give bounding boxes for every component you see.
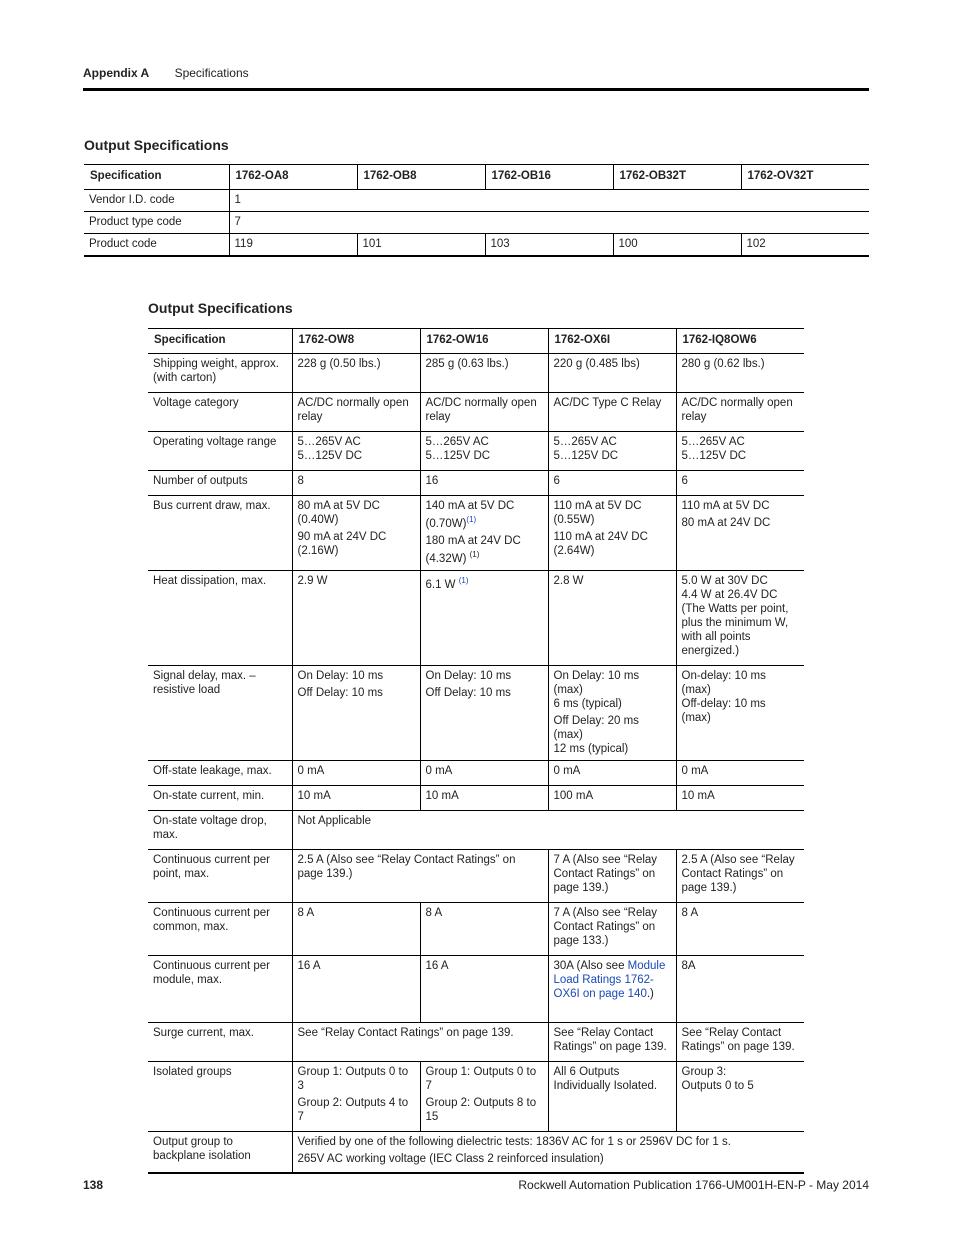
cell: 220 g (0.485 lbs) (548, 354, 676, 393)
cell (548, 432, 676, 471)
table-row (148, 432, 804, 471)
cell: 10 mA (676, 785, 804, 810)
col-header: 1762-OB8 (357, 165, 485, 190)
row-label: Bus current draw, max. (148, 496, 292, 571)
cell (676, 570, 804, 665)
cell-line: (The Watts per point, plus the minimum W, with all points energized.) (681, 602, 789, 657)
cell-line (426, 499, 542, 531)
cell-line: 5.0 W at 30V DC (681, 574, 768, 587)
cell-line: 90 mA at 24V DC (2.16W) (297, 531, 387, 557)
table-row (148, 354, 804, 393)
row-label: Heat dissipation, max. (148, 570, 292, 665)
cell-line: 5…265V AC (425, 436, 489, 448)
cell (548, 496, 676, 571)
cell: 8 A (420, 902, 548, 955)
header-title: Specifications (174, 66, 249, 80)
col-header: 1762-OX6I (548, 329, 676, 354)
cell: AC/DC normally open relay (676, 393, 804, 432)
cell-line: 80 mA at 24V DC (681, 517, 771, 529)
cell-line: On Delay: 10 ms (297, 669, 384, 682)
cell-line: 5…125V DC (681, 450, 747, 462)
row-label: Off-state leakage, max. (148, 760, 292, 785)
cell: 16 (420, 471, 548, 496)
cell: AC/DC Type C Relay (548, 393, 676, 432)
row-label: Operating voltage range (148, 432, 292, 471)
row-label: Number of outputs (148, 471, 292, 496)
row-label: Continuous current per point, max. (148, 849, 292, 902)
cell-line (426, 534, 542, 566)
table-row (84, 234, 869, 257)
cell-text: 180 mA at 24V DC (4.32W) (425, 534, 521, 565)
cell-line: Group 1: Outputs 0 to 7 (425, 1065, 537, 1092)
row-label: Product code (84, 234, 229, 257)
table-row (148, 902, 804, 955)
row-label: Shipping weight, approx. (with carton) (148, 354, 292, 393)
col-header: 1762-OV32T (741, 165, 869, 190)
cell (420, 665, 548, 760)
table-row (148, 1022, 804, 1061)
output-spec-table-2 (148, 328, 804, 1174)
cell: 16 A (420, 955, 548, 1022)
cell (676, 1061, 804, 1131)
cell-line: 5…265V AC (553, 436, 617, 448)
cell: See “Relay Contact Ratings” on page 139. (548, 1022, 676, 1061)
cell: 6 (676, 471, 804, 496)
output-spec-table-1 (84, 164, 869, 257)
footnote-ref[interactable]: (1) (458, 575, 469, 585)
row-label: Output group to backplane isolation (148, 1131, 292, 1173)
cell: See “Relay Contact Ratings” on page 139. (292, 1022, 548, 1061)
cell-line: 12 ms (typical) (553, 742, 629, 755)
cell: 7 (229, 212, 869, 234)
cell-line: Off Delay: 10 ms (297, 686, 383, 699)
cell: 100 mA (548, 785, 676, 810)
cell-line: 110 mA at 5V DC (681, 500, 770, 512)
cell: 8 (292, 471, 420, 496)
cell-text: 30A (Also see (553, 959, 628, 972)
row-label: Continuous current per module, max. (148, 955, 292, 1022)
cell: 1 (229, 190, 869, 212)
row-label: Product type code (84, 212, 229, 234)
cell (676, 496, 804, 571)
cell-line: 5…265V AC (297, 436, 361, 448)
cell-line: Group 1: Outputs 0 to 3 (297, 1065, 409, 1092)
cell: Not Applicable (292, 810, 804, 849)
cell: All 6 Outputs Individually Isolated. (548, 1061, 676, 1131)
cell: 0 mA (420, 760, 548, 785)
col-header: 1762-IQ8OW6 (676, 329, 804, 354)
cell: 0 mA (548, 760, 676, 785)
row-label: On-state current, min. (148, 785, 292, 810)
cell: 8 A (292, 902, 420, 955)
cell-line: Group 3: (681, 1065, 727, 1078)
cell (676, 665, 804, 760)
table-row (148, 760, 804, 785)
cell-line: 5…125V DC (425, 450, 491, 462)
cell-text: .) (646, 987, 654, 1000)
cell-line: 5…125V DC (553, 450, 619, 462)
footnote-ref: (1) (469, 549, 480, 559)
header-section: Appendix A (83, 66, 150, 80)
cell: 101 (357, 234, 485, 257)
cell-line: On Delay: 10 ms (425, 669, 512, 682)
col-header: Specification (148, 329, 292, 354)
cell-line: 4.4 W at 26.4V DC (681, 588, 778, 601)
cell: 2.5 A (Also see “Relay Contact Ratings” on page 139.) (676, 849, 804, 902)
row-label: Continuous current per common, max. (148, 902, 292, 955)
cell (548, 665, 676, 760)
cell-text: 140 mA at 5V DC (0.70W) (425, 500, 515, 530)
cell: 102 (741, 234, 869, 257)
cell-line: Outputs 0 to 5 (681, 1079, 754, 1092)
row-label: Isolated groups (148, 1061, 292, 1131)
cell (420, 1061, 548, 1131)
table-row (148, 665, 804, 760)
cell-line: On Delay: 10 ms (max) (553, 669, 640, 696)
table-row (148, 1061, 804, 1131)
col-header: 1762-OB32T (613, 165, 741, 190)
cell-line: Off-delay: 10 ms (max) (681, 697, 766, 724)
cell: 8 A (676, 902, 804, 955)
page-header (83, 66, 249, 80)
cell: 103 (485, 234, 613, 257)
cell: 0 mA (676, 760, 804, 785)
cell: 7 A (Also see “Relay Contact Ratings” on page 133.) (548, 902, 676, 955)
table-row (148, 785, 804, 810)
table-row (148, 1131, 804, 1173)
cell-line: 5…265V AC (681, 436, 745, 448)
table-row (148, 471, 804, 496)
col-header: 1762-OB16 (485, 165, 613, 190)
cell: 6 (548, 471, 676, 496)
cell: 10 mA (420, 785, 548, 810)
col-header: 1762-OA8 (229, 165, 357, 190)
cell: 16 A (292, 955, 420, 1022)
cell-line: 265V AC working voltage (IEC Class 2 reinforced insulation) (297, 1152, 604, 1165)
cell-line: Group 2: Outputs 8 to 15 (425, 1096, 537, 1123)
cell-line: Verified by one of the following dielectric tests: 1836V AC for 1 s or 2596V DC for 1 s. (297, 1135, 731, 1148)
cell: 8A (676, 955, 804, 1022)
cell: 2.8 W (548, 570, 676, 665)
cell (676, 432, 804, 471)
cell: 119 (229, 234, 357, 257)
cell (292, 432, 420, 471)
table-row (148, 393, 804, 432)
cell-line: 80 mA at 5V DC (0.40W) (297, 500, 380, 526)
cell-line: 110 mA at 24V DC (2.64W) (553, 531, 648, 557)
cell: 7 A (Also see “Relay Contact Ratings” on page 139.) (548, 849, 676, 902)
cell (420, 432, 548, 471)
publication-info: Rockwell Automation Publication 1766-UM001H-EN-P - May 2014 (518, 1178, 869, 1192)
cell: AC/DC normally open relay (420, 393, 548, 432)
row-label: Voltage category (148, 393, 292, 432)
row-label: Vendor I.D. code (84, 190, 229, 212)
table-row (148, 496, 804, 571)
table2-title: Output Specifications (148, 300, 293, 316)
table-row (84, 212, 869, 234)
cell: 228 g (0.50 lbs.) (292, 354, 420, 393)
cell (420, 570, 548, 665)
row-label: Surge current, max. (148, 1022, 292, 1061)
cell: See “Relay Contact Ratings” on page 139. (676, 1022, 804, 1061)
cell: 10 mA (292, 785, 420, 810)
cell (292, 496, 420, 571)
cell (420, 496, 548, 571)
table-row (84, 190, 869, 212)
cell-line: 6 ms (typical) (553, 697, 622, 710)
page-number: 138 (83, 1178, 104, 1192)
module-load-ratings-link[interactable]: Module Load Ratings 1762-OX6I on page 140 (553, 959, 666, 1000)
cell: 285 g (0.63 lbs.) (420, 354, 548, 393)
cell: 2.5 A (Also see “Relay Contact Ratings” on page 139.) (292, 849, 548, 902)
cell (292, 1131, 804, 1173)
table1-title: Output Specifications (84, 137, 229, 153)
cell (292, 1061, 420, 1131)
cell: AC/DC normally open relay (292, 393, 420, 432)
cell-line: Group 2: Outputs 4 to 7 (297, 1096, 409, 1123)
cell-line: 5…125V DC (297, 450, 363, 462)
cell-line: Off Delay: 20 ms (max) (553, 714, 639, 741)
cell: 0 mA (292, 760, 420, 785)
row-label: Signal delay, max. – resistive load (148, 665, 292, 760)
table-row (148, 570, 804, 665)
col-header: 1762-OW8 (292, 329, 420, 354)
table-row (148, 955, 804, 1022)
table-row (148, 810, 804, 849)
table-row (148, 849, 804, 902)
footnote-ref[interactable]: (1) (466, 515, 477, 524)
col-header: Specification (84, 165, 229, 190)
cell: 280 g (0.62 lbs.) (676, 354, 804, 393)
cell-line: 110 mA at 5V DC (0.55W) (553, 500, 642, 526)
cell-line: On-delay: 10 ms (max) (681, 669, 766, 696)
cell: 2.9 W (292, 570, 420, 665)
row-label: On-state voltage drop, max. (148, 810, 292, 849)
cell-line: Off Delay: 10 ms (425, 686, 511, 699)
header-rule (83, 88, 869, 91)
cell (292, 665, 420, 760)
cell: 100 (613, 234, 741, 257)
col-header: 1762-OW16 (420, 329, 548, 354)
cell (548, 955, 676, 1022)
cell-text: 6.1 W (425, 578, 456, 591)
